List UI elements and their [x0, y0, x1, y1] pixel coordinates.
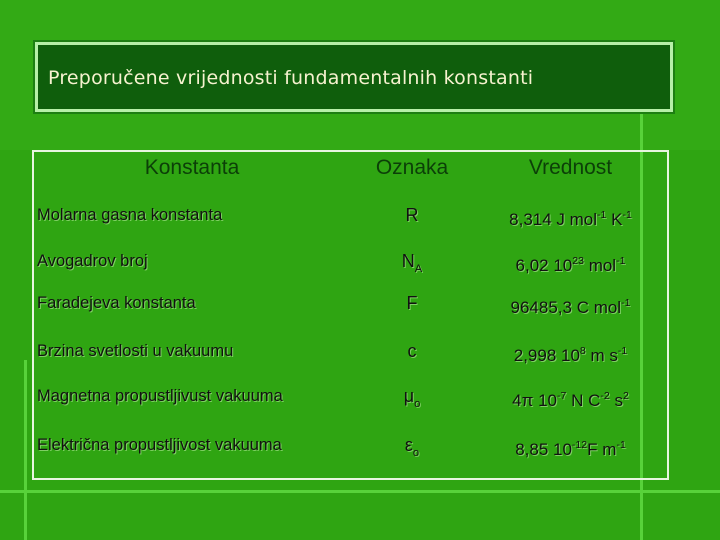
- value-sup1: -7: [556, 390, 567, 402]
- constant-name: Električna propustljivost vakuuma: [37, 436, 282, 454]
- value-sup3: 2: [622, 390, 629, 402]
- page-title: Preporučene vrijednosti fundamentalnih konstanti: [48, 67, 534, 89]
- constant-name: Brzina svetlosti u vakuumu: [37, 342, 234, 360]
- constant-symbol: [352, 430, 472, 476]
- value-value: 96485,3 C mol: [510, 298, 622, 317]
- table-row: [32, 381, 669, 427]
- constant-value: [472, 246, 669, 292]
- table-row: [32, 430, 669, 476]
- value-value: 8,314 J mol: [509, 210, 598, 229]
- symbol-main: μ: [403, 386, 415, 406]
- value-value: 8,85 10: [515, 440, 572, 459]
- table-row: [32, 246, 669, 292]
- value-sup2: -2: [600, 390, 610, 402]
- value-mid: N C: [566, 391, 601, 410]
- value-sup2: -1: [622, 209, 632, 221]
- value-value: 4π 10: [512, 391, 557, 410]
- table-row: [32, 336, 669, 382]
- constant-value: [472, 381, 669, 427]
- table-row: [32, 200, 669, 246]
- symbol-subscript: o: [414, 398, 421, 410]
- value-mid: K: [606, 210, 623, 229]
- value-sup1: -12: [571, 439, 588, 451]
- value-mid: m s: [585, 346, 618, 365]
- value-tail: s: [609, 391, 623, 410]
- value-sup2: -1: [617, 345, 628, 357]
- constant-symbol: [352, 200, 472, 246]
- decorative-line: [0, 490, 720, 493]
- constant-name: Faradejeva konstanta: [37, 294, 196, 312]
- value-sup1: 23: [572, 255, 584, 267]
- value-mid: mol: [583, 256, 617, 275]
- constant-value: [472, 200, 669, 246]
- symbol-main: ε: [404, 435, 413, 455]
- constant-value: [472, 336, 669, 382]
- header-vrednost: Vrednost: [528, 156, 613, 179]
- constant-name: Molarna gasna konstanta: [37, 206, 223, 224]
- decorative-line: [24, 360, 27, 540]
- symbol-main: R: [405, 205, 419, 225]
- value-value: 6,02 10: [515, 256, 573, 275]
- table-row: [32, 288, 669, 334]
- constant-symbol: [352, 381, 472, 427]
- value-sup2: -1: [616, 255, 626, 267]
- header-konstanta: Konstanta: [144, 156, 240, 179]
- symbol-main: c: [407, 341, 417, 361]
- constant-symbol: [352, 336, 472, 382]
- constant-name: Avogadrov broj: [37, 252, 148, 270]
- symbol-main: N: [401, 251, 415, 271]
- value-sup1: -1: [597, 209, 607, 221]
- constant-value: [472, 430, 669, 476]
- constant-name: Magnetna propustljivust vakuuma: [37, 387, 283, 405]
- header-oznaka: Oznaka: [375, 156, 449, 179]
- constant-symbol: [352, 288, 472, 334]
- constant-symbol: [352, 246, 472, 292]
- title-box: [35, 42, 673, 112]
- symbol-main: F: [406, 293, 418, 313]
- symbol-subscript: o: [412, 447, 420, 459]
- value-sup2: -1: [616, 439, 626, 451]
- constant-value: [472, 288, 669, 334]
- value-sup1: 8: [579, 345, 586, 357]
- value-sup1: -1: [621, 297, 631, 309]
- value-value: 2,998 10: [513, 346, 580, 365]
- symbol-subscript: A: [414, 263, 423, 275]
- value-mid: F m: [587, 440, 617, 459]
